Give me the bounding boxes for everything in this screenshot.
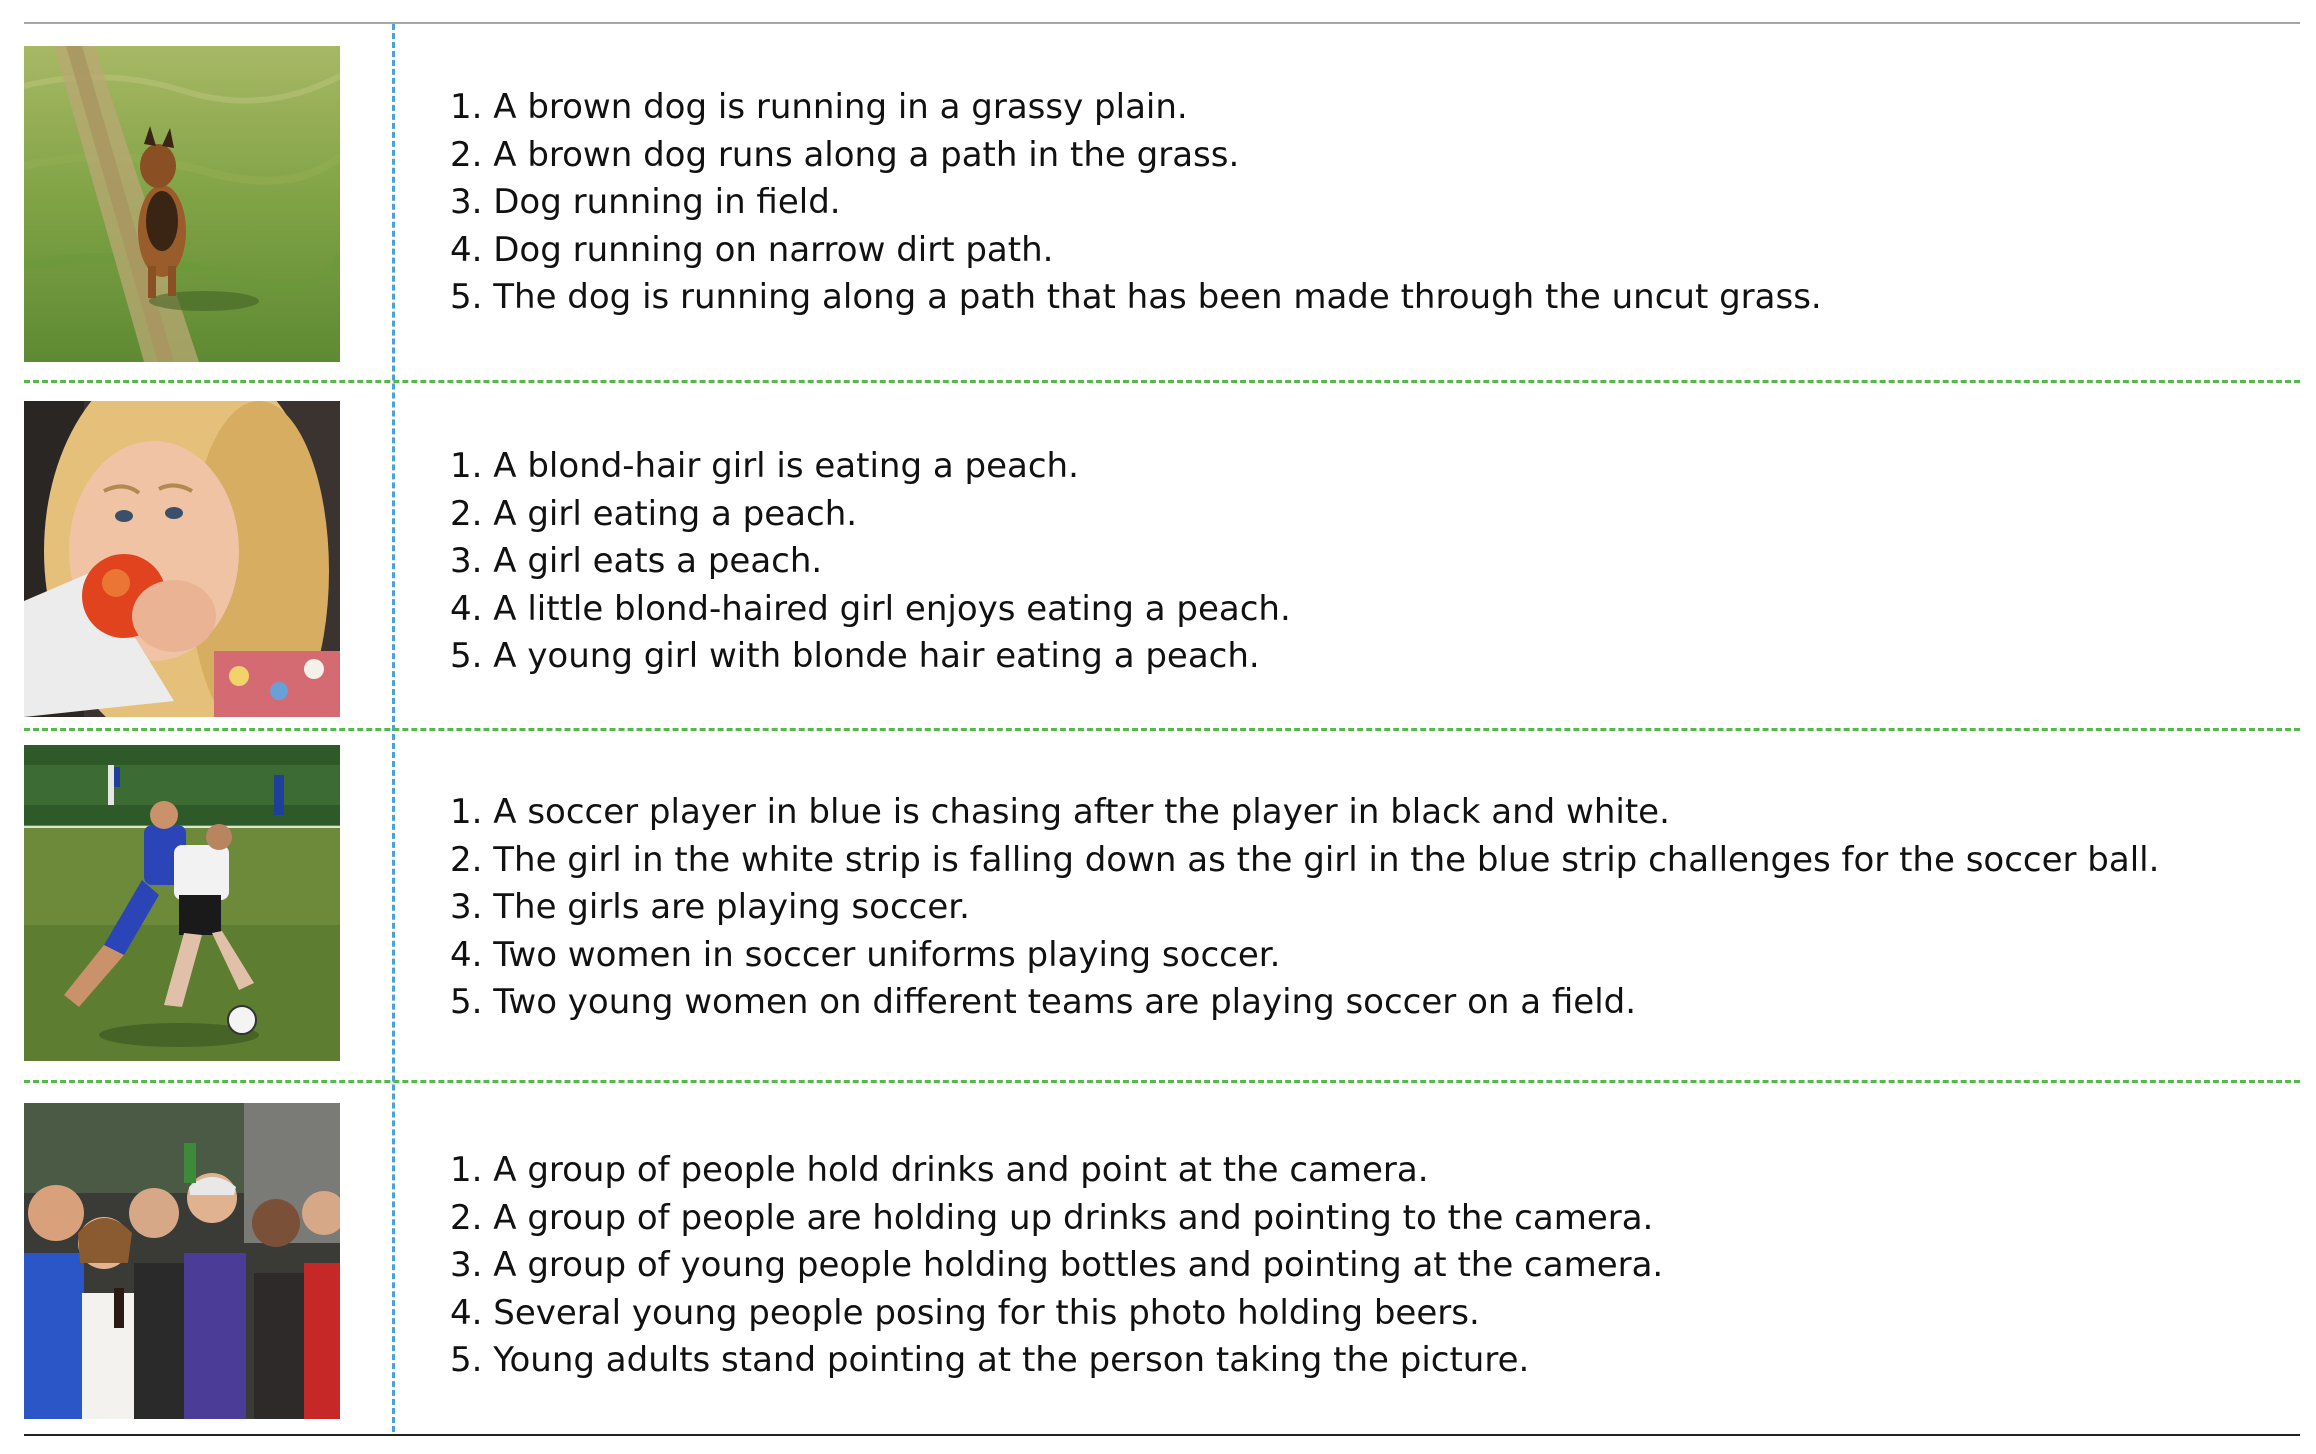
caption-item: 5. Two young women on different teams are playing soccer on a field. bbox=[450, 982, 1637, 1022]
caption-item: 1. A group of people hold drinks and point at the camera. bbox=[450, 1150, 1429, 1190]
caption-list bbox=[450, 789, 2159, 1027]
caption-item: 3. The girls are playing soccer. bbox=[450, 887, 970, 927]
row-divider bbox=[24, 380, 2300, 383]
caption-item: 5. The dog is running along a path that has been made through the uncut grass. bbox=[450, 277, 1822, 317]
caption-item: 4. A little blond-haired girl enjoys eating a peach. bbox=[450, 588, 1291, 629]
caption-item: 2. A girl eating a peach. bbox=[450, 493, 858, 534]
women-playing-soccer-photo bbox=[24, 745, 340, 1061]
caption-item: 1. A soccer player in blue is chasing after the player in black and white. bbox=[450, 792, 1670, 832]
table-bottom-rule bbox=[24, 1434, 2300, 1436]
caption-item: 4. Two women in soccer uniforms playing soccer. bbox=[450, 934, 1281, 975]
caption-item: 4. Dog running on narrow dirt path. bbox=[450, 229, 1054, 270]
caption-item: 3. A girl eats a peach. bbox=[450, 541, 823, 581]
caption-item: 4. Several young people posing for this photo holding beers. bbox=[450, 1292, 1480, 1333]
caption-item: 2. A brown dog runs along a path in the grass. bbox=[450, 134, 1240, 175]
caption-item: 3. A group of young people holding bottles and pointing at the camera. bbox=[450, 1245, 1664, 1285]
table-top-rule bbox=[24, 22, 2300, 24]
caption-item: 5. A young girl with blonde hair eating a peach. bbox=[450, 636, 1260, 676]
dog-running-photo bbox=[24, 46, 340, 362]
caption-item: 1. A brown dog is running in a grassy plain. bbox=[450, 87, 1188, 127]
girl-eating-peach-photo bbox=[24, 401, 340, 717]
caption-item: 1. A blond-hair girl is eating a peach. bbox=[450, 446, 1079, 486]
row-divider bbox=[24, 728, 2300, 731]
caption-item: 2. A group of people are holding up drinks and pointing to the camera. bbox=[450, 1197, 1654, 1238]
caption-list bbox=[450, 443, 1291, 681]
caption-list bbox=[450, 1147, 1663, 1385]
caption-item: 2. The girl in the white strip is falling down as the girl in the blue strip challenges for the soccer ball. bbox=[450, 839, 2160, 880]
row-divider bbox=[24, 1080, 2300, 1083]
caption-list bbox=[450, 84, 1822, 322]
caption-item: 5. Young adults stand pointing at the person taking the picture. bbox=[450, 1340, 1530, 1380]
group-pointing-at-camera-photo bbox=[24, 1103, 340, 1419]
caption-item: 3. Dog running in field. bbox=[450, 182, 841, 222]
